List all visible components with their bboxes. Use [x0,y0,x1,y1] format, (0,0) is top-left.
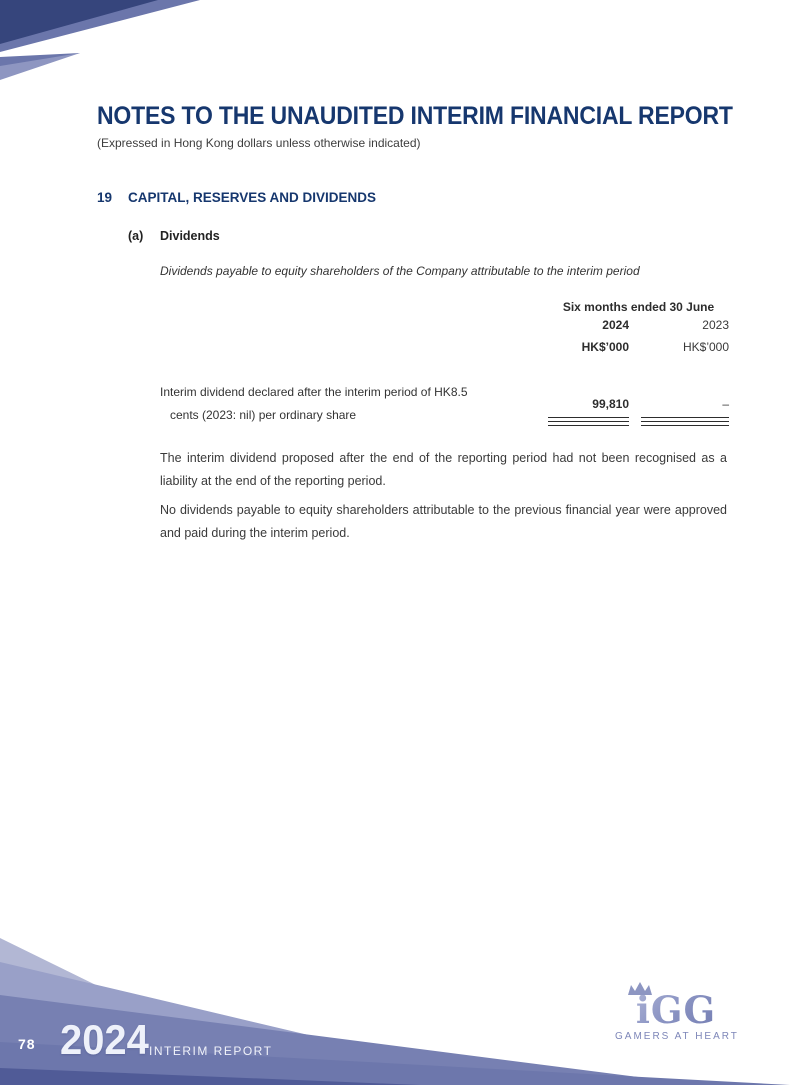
subsection-label: (a) [128,229,144,243]
top-banner-decoration [0,0,800,90]
year-header-row [548,314,729,336]
logo-wordmark: iGG [615,992,737,1028]
value-2023: – [641,397,729,418]
paragraph-liability: The interim dividend proposed after the end of the reporting period had not been recognised as a liability at the end of the reporting period. [160,451,727,488]
dividends-intro-text: Dividends payable to equity shareholders of the Company attributable to the interim period [160,264,640,278]
table-row-label [160,381,540,427]
year-2024-header: 2024 [602,318,629,332]
double-rule-2024 [548,421,629,426]
row-label-line1: Interim dividend declared after the interim period of HK8.5 [160,385,468,399]
section-title: CAPITAL, RESERVES AND DIVIDENDS [128,190,377,205]
double-rule-2023 [641,421,729,426]
year-2023-header: 2023 [702,318,729,332]
subsection-title: Dividends [160,229,220,243]
row-label-line2: cents (2023: nil) per ordinary share [170,408,357,422]
page-number: 78 [18,1036,36,1052]
section-number: 19 [97,190,113,205]
page-title: NOTES TO THE UNAUDITED INTERIM FINANCIAL REPORT [97,102,733,130]
igg-logo [615,982,737,1042]
value-2024: 99,810 [548,397,629,418]
unit-2023-header: HK$’000 [682,340,729,354]
footer-report-label: INTERIM REPORT [149,1044,273,1058]
period-header: Six months ended 30 June [562,300,715,314]
footer-year: 2024 [60,1016,149,1063]
paragraph-no-dividends: No dividends payable to equity shareholders attributable to the previous financial year were approved and paid during the interim period. [160,503,727,540]
unit-2024-header: HK$’000 [581,340,629,354]
logo-tagline: GAMERS AT HEART [615,1031,739,1042]
unit-header-row [548,336,729,358]
page-subtitle: (Expressed in Hong Kong dollars unless otherwise indicated) [97,136,421,150]
table-column-headers [548,300,729,358]
